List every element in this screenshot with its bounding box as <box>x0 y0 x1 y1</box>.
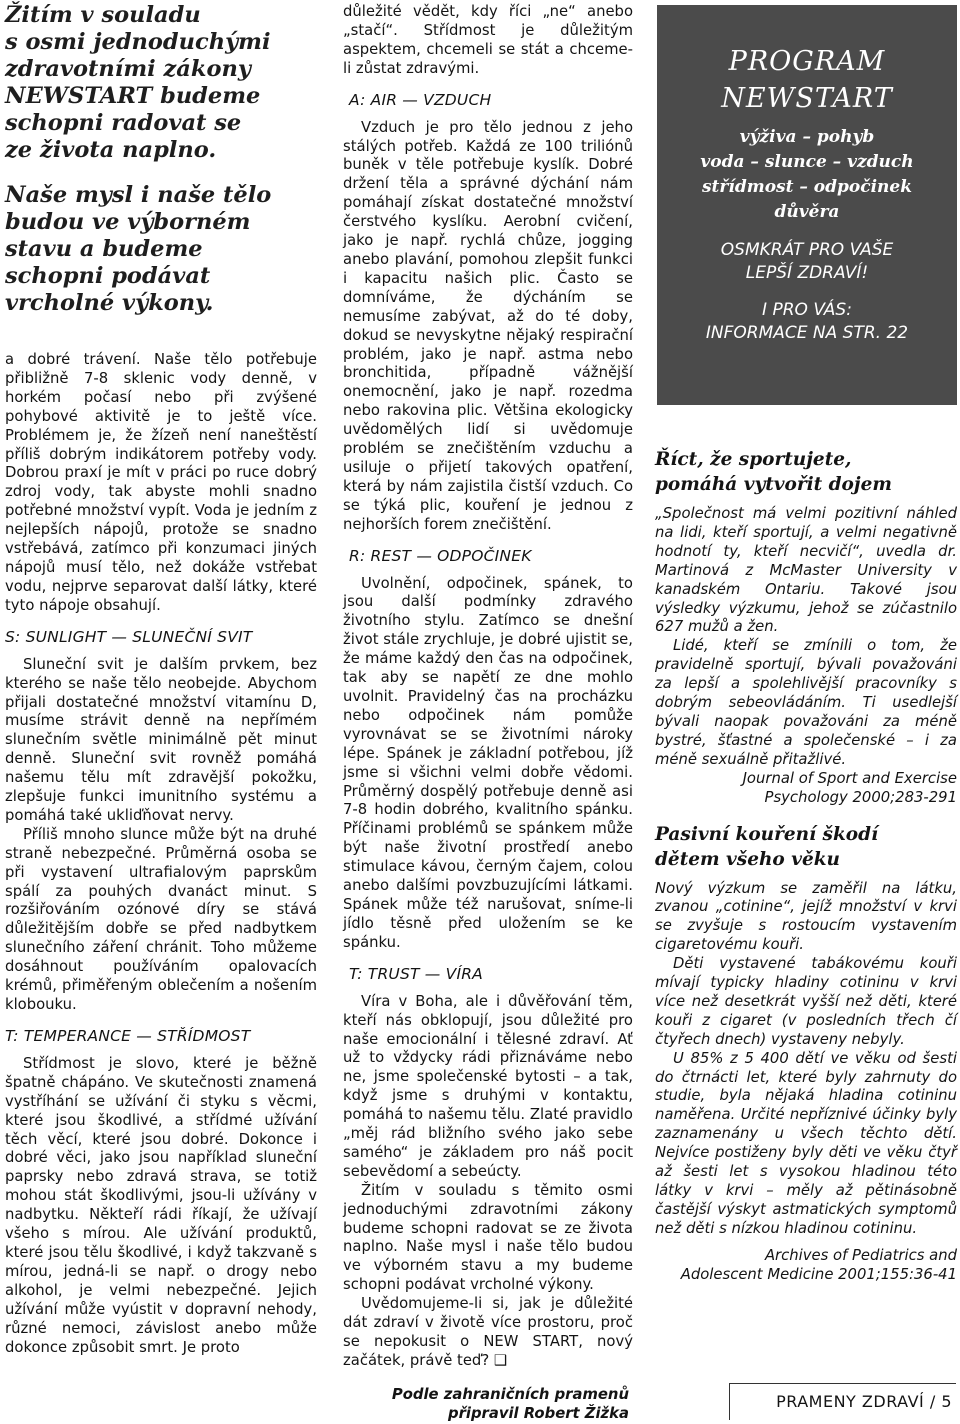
page-number-label: PRAMENY ZDRAVÍ / 5 <box>776 1392 952 1411</box>
promo-callout: INFORMACE NA STR. 22 <box>705 323 909 343</box>
section-heading-temperance: T: TEMPERANCE — STŘÍDMOST <box>5 1026 251 1045</box>
pull-quote <box>5 2 317 317</box>
credit-line: připravil Robert Žižka <box>448 1404 629 1422</box>
section-heading-sunlight: S: SUNLIGHT — SLUNEČNÍ SVIT <box>5 627 253 646</box>
promo-callout: I PRO VÁS: <box>762 300 852 320</box>
pull-quote-line: schopni podávat <box>5 263 211 289</box>
section-heading-rest: R: REST — ODPOČINEK <box>349 546 532 565</box>
promo-subtitle: střídmost – odpočinek <box>701 177 913 197</box>
article-credit <box>343 1385 633 1423</box>
source-citation: Psychology 2000;283-291 <box>764 788 957 806</box>
paragraph: Sluneční svit je dalším prvkem, bez kterého se naše tělo neobejde. Abychom přijali dostatečné množství vitamínu D, musíme strávit denně na nepřímém slunečním světle minimálně pět minut denně. Sluneční svit rovněž pomáhá našemu tělu mít zdravější pokožku, zlepšuje funkci imunitního systému a pomáhá také ukliďňovat nervy. <box>5 655 317 824</box>
paragraph: důležité vědět, kdy říci „ne“ anebo „stačí“. Střídmost je důležitým aspektem, chcemeli se stát a chceme-li zůstat zdravými. <box>343 3 633 77</box>
pull-quote-line: Naše mysl i naše tělo <box>5 182 272 208</box>
credit-line: Podle zahraničních pramenů <box>391 1385 629 1403</box>
paragraph: Střídmost je slovo, které je běžně špatně chápáno. Ve skutečnosti znamená vystříhání se užívání či styku s věcmi, které jsou škodlivé, a střídmé užívání těch věcí, které jsou dobré. Dokonce i dobré věci, jako jsou například sluneční paprsky nebo zdravá strava, se totiž mohou stát škodlivými, jsou-li užívány v nadbytku. Někteří rádi říkají, že užívají všeho s mírou. Ale užívání produktů, které jsou tělu škodlivé, i když takzvaně s mírou, jedná-li se např. o drogy nebo alkohol, je velmi nebezpečné. Jejich užívání může vyústit v dopravní nehody, různé nemoci, závislost anebo může dokonce způsobit smrt. Je proto <box>5 1054 317 1356</box>
paragraph: Lidé, kteří se zmínili o tom, že pravidelně sportují, bývali považováni za lepší a spolehlivější pracovníky s dobrým sebeovládáním. Ti usedlejší bývali naopak považováni za méně bystré, šťastné a společenské – i za méně sexuálně přitažlivé. <box>655 637 957 768</box>
promo-subtitle: výživa – pohyb <box>739 127 875 147</box>
article-title: Pasivní kouření škodí <box>655 823 879 845</box>
source-citation: Journal of Sport and Exercise <box>742 769 957 787</box>
paragraph: Víra v Boha, ale i důvěřování těm, kteří nás obklopují, jsou důležité pro naše emocionální i tělesné zdraví. Ať už to vždycky rádi přiznáváme nebo ne, jsme společenské bytosti – a tak, když jsme s druhými v kontaktu, pomáhá to našemu tělu. Zlaté pravidlo „měj rád bližního svého jako sebe samého“ je základem pro náš pocit sebevědomí a sebeúcty. <box>343 992 633 1180</box>
newstart-promo-box <box>657 5 957 405</box>
end-mark-icon: ❑ <box>493 1351 508 1369</box>
paragraph: Příliš mnoho slunce může být na druhé straně nebezpečné. Průměrná osoba se při vystavení ultrafialovým paprskům spálí za pouhých dvanáct minut. S rozšiřováním ozónové díry se stává důležitějším dobře se před nadbytkem slunečního záření chránit. Toho můžeme dosáhnout používáním opalovacích krémů, přiměřeným oblečením a nošením klobouku. <box>5 825 317 1013</box>
paragraph: Vzduch je pro tělo jednou z jeho stálých potřeb. Každá ze 100 triliónů buněk v těle potřebuje kyslík. Dobré držení těla a správné dýchání nám pomáhají získat dostatečné množství čerstvého kyslíku. Aerobní cvičení, jako je např. rychlá chůze, jogging anebo plavání, pomohou zlepšit funkci i kapacitu našich plic. Často se domníváme, že dýcháním se nemusíme zabývat, až do té doby, dokud se nevyskytne nějaký respirační problém, jako je např. astma nebo bronchitida, případně vážnější onemocnění, jako je např. rozedma nebo rakovina plic. Většina ekologicky uvědomělých lidí si uvědomuje problém se znečištěním vzduchu a usiluje o přijetí takových opatření, která by nám zajistila čistší vzduch. Co se týká plic, kouření je jednou z nejhorších forem znečištění. <box>343 118 633 533</box>
article-title: Říct, že sportujete, <box>655 449 852 470</box>
pull-quote-line: Žitím v souladu <box>5 2 201 28</box>
article-title: pomáhá vytvořit dojem <box>655 474 892 495</box>
paragraph: Nový výzkum se zaměřil na látku, zvanou „cotinine“, jejíž množství v krvi se zvyšuje s rostoucím vystavením cigaretovému kouři. <box>655 879 957 954</box>
pull-quote-line: vrcholné výkony. <box>5 290 214 316</box>
pull-quote-line: stavu a budeme <box>5 236 203 262</box>
promo-callout: OSMKRÁT PRO VAŠE <box>720 240 894 260</box>
paragraph: a dobré trávení. Naše tělo potřebuje přibližně 7-8 sklenic vody denně, v horkém počasí nebo při zvýšené pohybové aktivitě je to ještě více. Problémem je, že žízeň není naneštěstí příliš dobrým indikátorem potřeby vody. Dobrou praxí je mít v práci po ruce dobrý zdroj vody, tak abyste mohli snadno potřebné množství vypít. Voda je jedním z nejlepších nápojů, protože se snadno vstřebává, zatímco při konzumaci jiných nápojů musí tělo, než dokáže vstřebat vodu, nejprve separovat další látky, které tyto nápoje obsahují. <box>5 351 317 614</box>
paragraph: Uvolnění, odpočinek, spánek, to jsou další podmínky zdravého životního stylu. Zatímco se dnešní život stále zrychluje, je dobré ujistit se, že máme každý den čas na odpočinek, tak aby se napětí ze dne mohlo uvolnit. Pravidelný čas na procházku nebo odpočinek nám pomůže vyrovnávat se se životními nároky lépe. Spánek je základní potřebou, jíž jsme si všichni velmi dobře vědomi. Průměrný dospělý potřebuje denně asi 7-8 hodin dobrého, kvalitního spánku. Příčinami problémů se spánkem může být naše životní prostředí anebo stimulace kávou, černým čajem, colou anebo dalšími povzbuzujícími látkami. Spánek může též narušovat, sníme-li jídlo těsně před uložením se ke spánku. <box>343 574 633 951</box>
pull-quote-line: s osmi jednoduchými <box>5 29 271 55</box>
source-citation: Archives of Pediatrics and <box>764 1246 957 1264</box>
paragraph <box>343 1295 633 1371</box>
promo-title: PROGRAM <box>728 46 886 77</box>
paragraph: Žitím v souladu s těmito osmi jednoduchými zdravotními zákony budeme schopni radovat se ze života naplno. Naše mysl i naše tělo budou ve výborném stavu a my budeme schopni podávat vrcholné výkony. <box>343 1181 633 1294</box>
paragraph: U 85% z 5 400 dětí ve věku od šesti do čtrnácti let, které byly zahrnuty do studie, byla nějaká hladina cotininu naměřena. Určité nepříznivé účinky byly zaznamenány u všech těchto dětí. Nejvíce postiženy byly děti ve věku čtyř až šesti let s vysokou hladinou této látky v krvi – měly až pětinásobně častější výskyt astmatických symptomů než děti s nízkou hladinou cotininu. <box>655 1049 957 1237</box>
paragraph-text: Uvědomujeme-li si, jak je důležité dát zdraví v životě více prostoru, proč se nepokusit o NEW START, nový začátek, právě teď? <box>343 1295 633 1369</box>
promo-subtitle: důvěra <box>774 202 840 222</box>
pull-quote-line: schopni radovat se <box>5 110 242 136</box>
pull-quote-line: zdravotními zákony <box>5 56 251 82</box>
section-heading-trust: T: TRUST — VÍRA <box>349 964 483 983</box>
page-footer <box>729 1383 956 1420</box>
paragraph: Děti vystavené tabákovému kouři mívají typicky hladiny cotininu v krvi více než desetkrát vyšší než děti, které kouři z cigaret (v posledních třech čí čtyřech dnech) vystaveny nebyly. <box>655 955 957 1048</box>
pull-quote-line: ze života naplno. <box>5 137 217 163</box>
source-citation: Adolescent Medicine 2001;155:36-41 <box>680 1265 957 1283</box>
paragraph: „Společnost má velmi pozitivní náhled na lidi, kteří sportují, a velmi negativně hodnotí ty, kteří necvičí“, uvedla dr. Martinová z McMaster University v kanadském Ontariu. Takové jsou výsledky výzkumu, jehož se zúčastnilo 627 mužů a žen. <box>655 505 957 636</box>
promo-callout: LEPŠÍ ZDRAVÍ! <box>745 263 869 283</box>
promo-title: NEWSTART <box>721 83 893 114</box>
article-title: dětem všeho věku <box>655 848 840 870</box>
pull-quote-line: budou ve výborném <box>5 209 251 235</box>
pull-quote-line: NEWSTART budeme <box>5 83 261 109</box>
section-heading-air: A: AIR — VZDUCH <box>349 90 492 109</box>
promo-subtitle: voda – slunce – vzduch <box>700 152 914 172</box>
